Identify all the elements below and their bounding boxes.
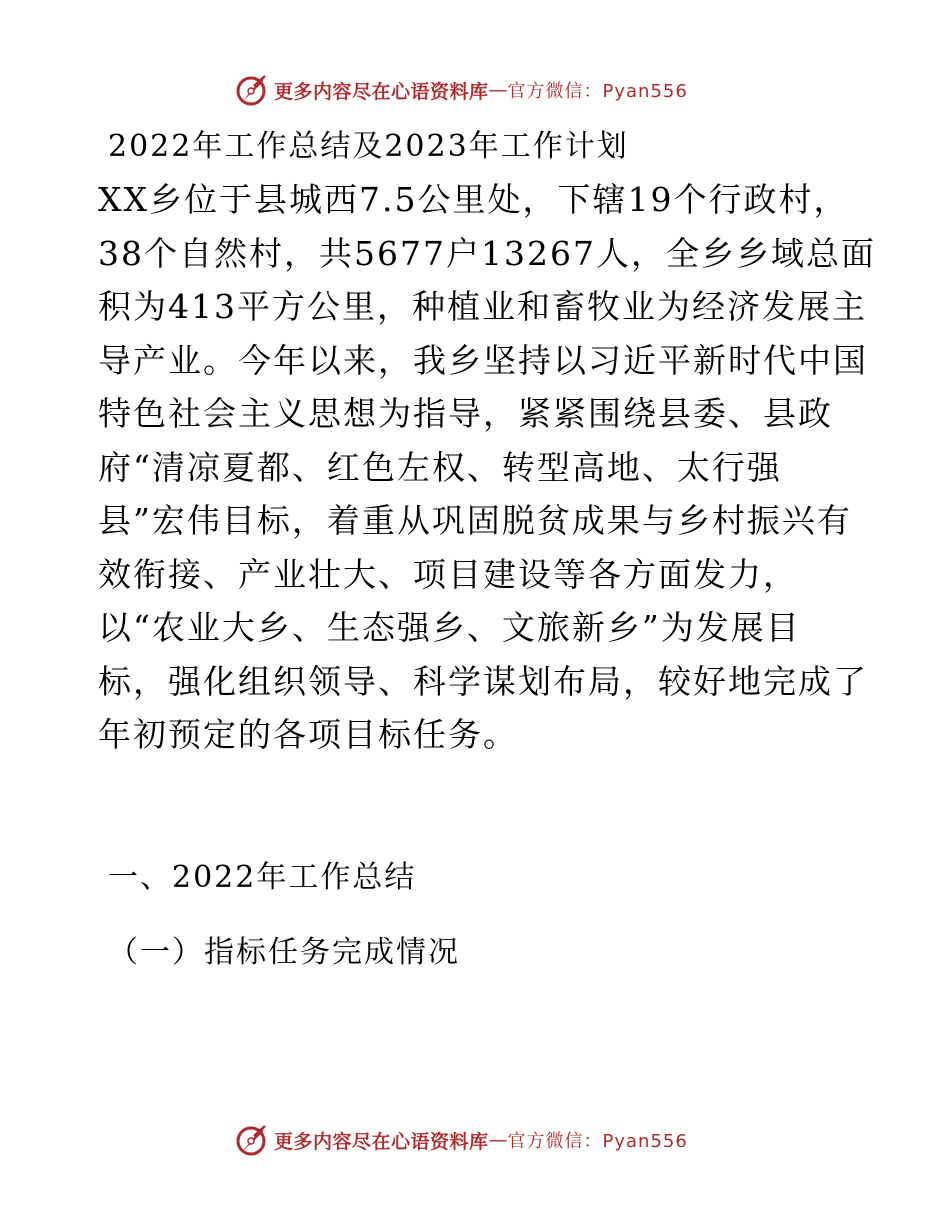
watermark-contact: 官方微信：Pyan556 [507,81,688,102]
section-heading: 一、2022年工作总结 [108,860,417,895]
watermark-site-text: 更多内容尽在心语资料库 [274,80,489,103]
watermark-separator: — [488,79,508,101]
paragraph-line: XX乡位于县城西7.5公里处，下辖19个行政村， [98,180,849,219]
paragraph-line: 特色社会主义思想为指导，紧紧围绕县委、县政 [98,394,833,433]
paragraph-line: 效衔接、产业壮大、项目建设等各方面发力， [98,554,798,594]
paragraph-line: 县”宏伟目标，着重从巩固脱贫成果与乡村振兴有 [98,501,852,540]
paragraph-line: 年初预定的各项目标任务。 [98,715,518,754]
paragraph-line: 导产业。今年以来，我乡坚持以习近平新时代中国 [98,340,868,380]
watermark-contact: 官方微信：Pyan556 [507,1131,688,1152]
paragraph-line: 38个自然村，共5677户13267人，全乡乡域总面 [98,233,876,273]
paragraph-line: 府“清凉夏都、红色左权、转型高地、太行强 [98,447,782,487]
paragraph-line: 标，强化组织领导、科学谋划布局，较好地完成了 [98,661,868,701]
watermark-site-text: 更多内容尽在心语资料库 [274,1130,489,1153]
intro-paragraph [98,173,876,762]
watermark-separator: — [488,1129,508,1151]
header-watermark [234,70,688,110]
sub-heading: （一）指标任务完成情况 [108,935,460,970]
footer-watermark [234,1120,688,1160]
paragraph-line: 积为413平方公里，种植业和畜牧业为经济发展主 [98,287,867,326]
document-title: 2022年工作总结及2023年工作计划 [108,129,629,164]
quill-logo-icon [234,72,270,108]
quill-logo-icon [234,1122,270,1158]
paragraph-line: 以“农业大乡、生态强乡、文旅新乡”为发展目 [98,608,801,647]
